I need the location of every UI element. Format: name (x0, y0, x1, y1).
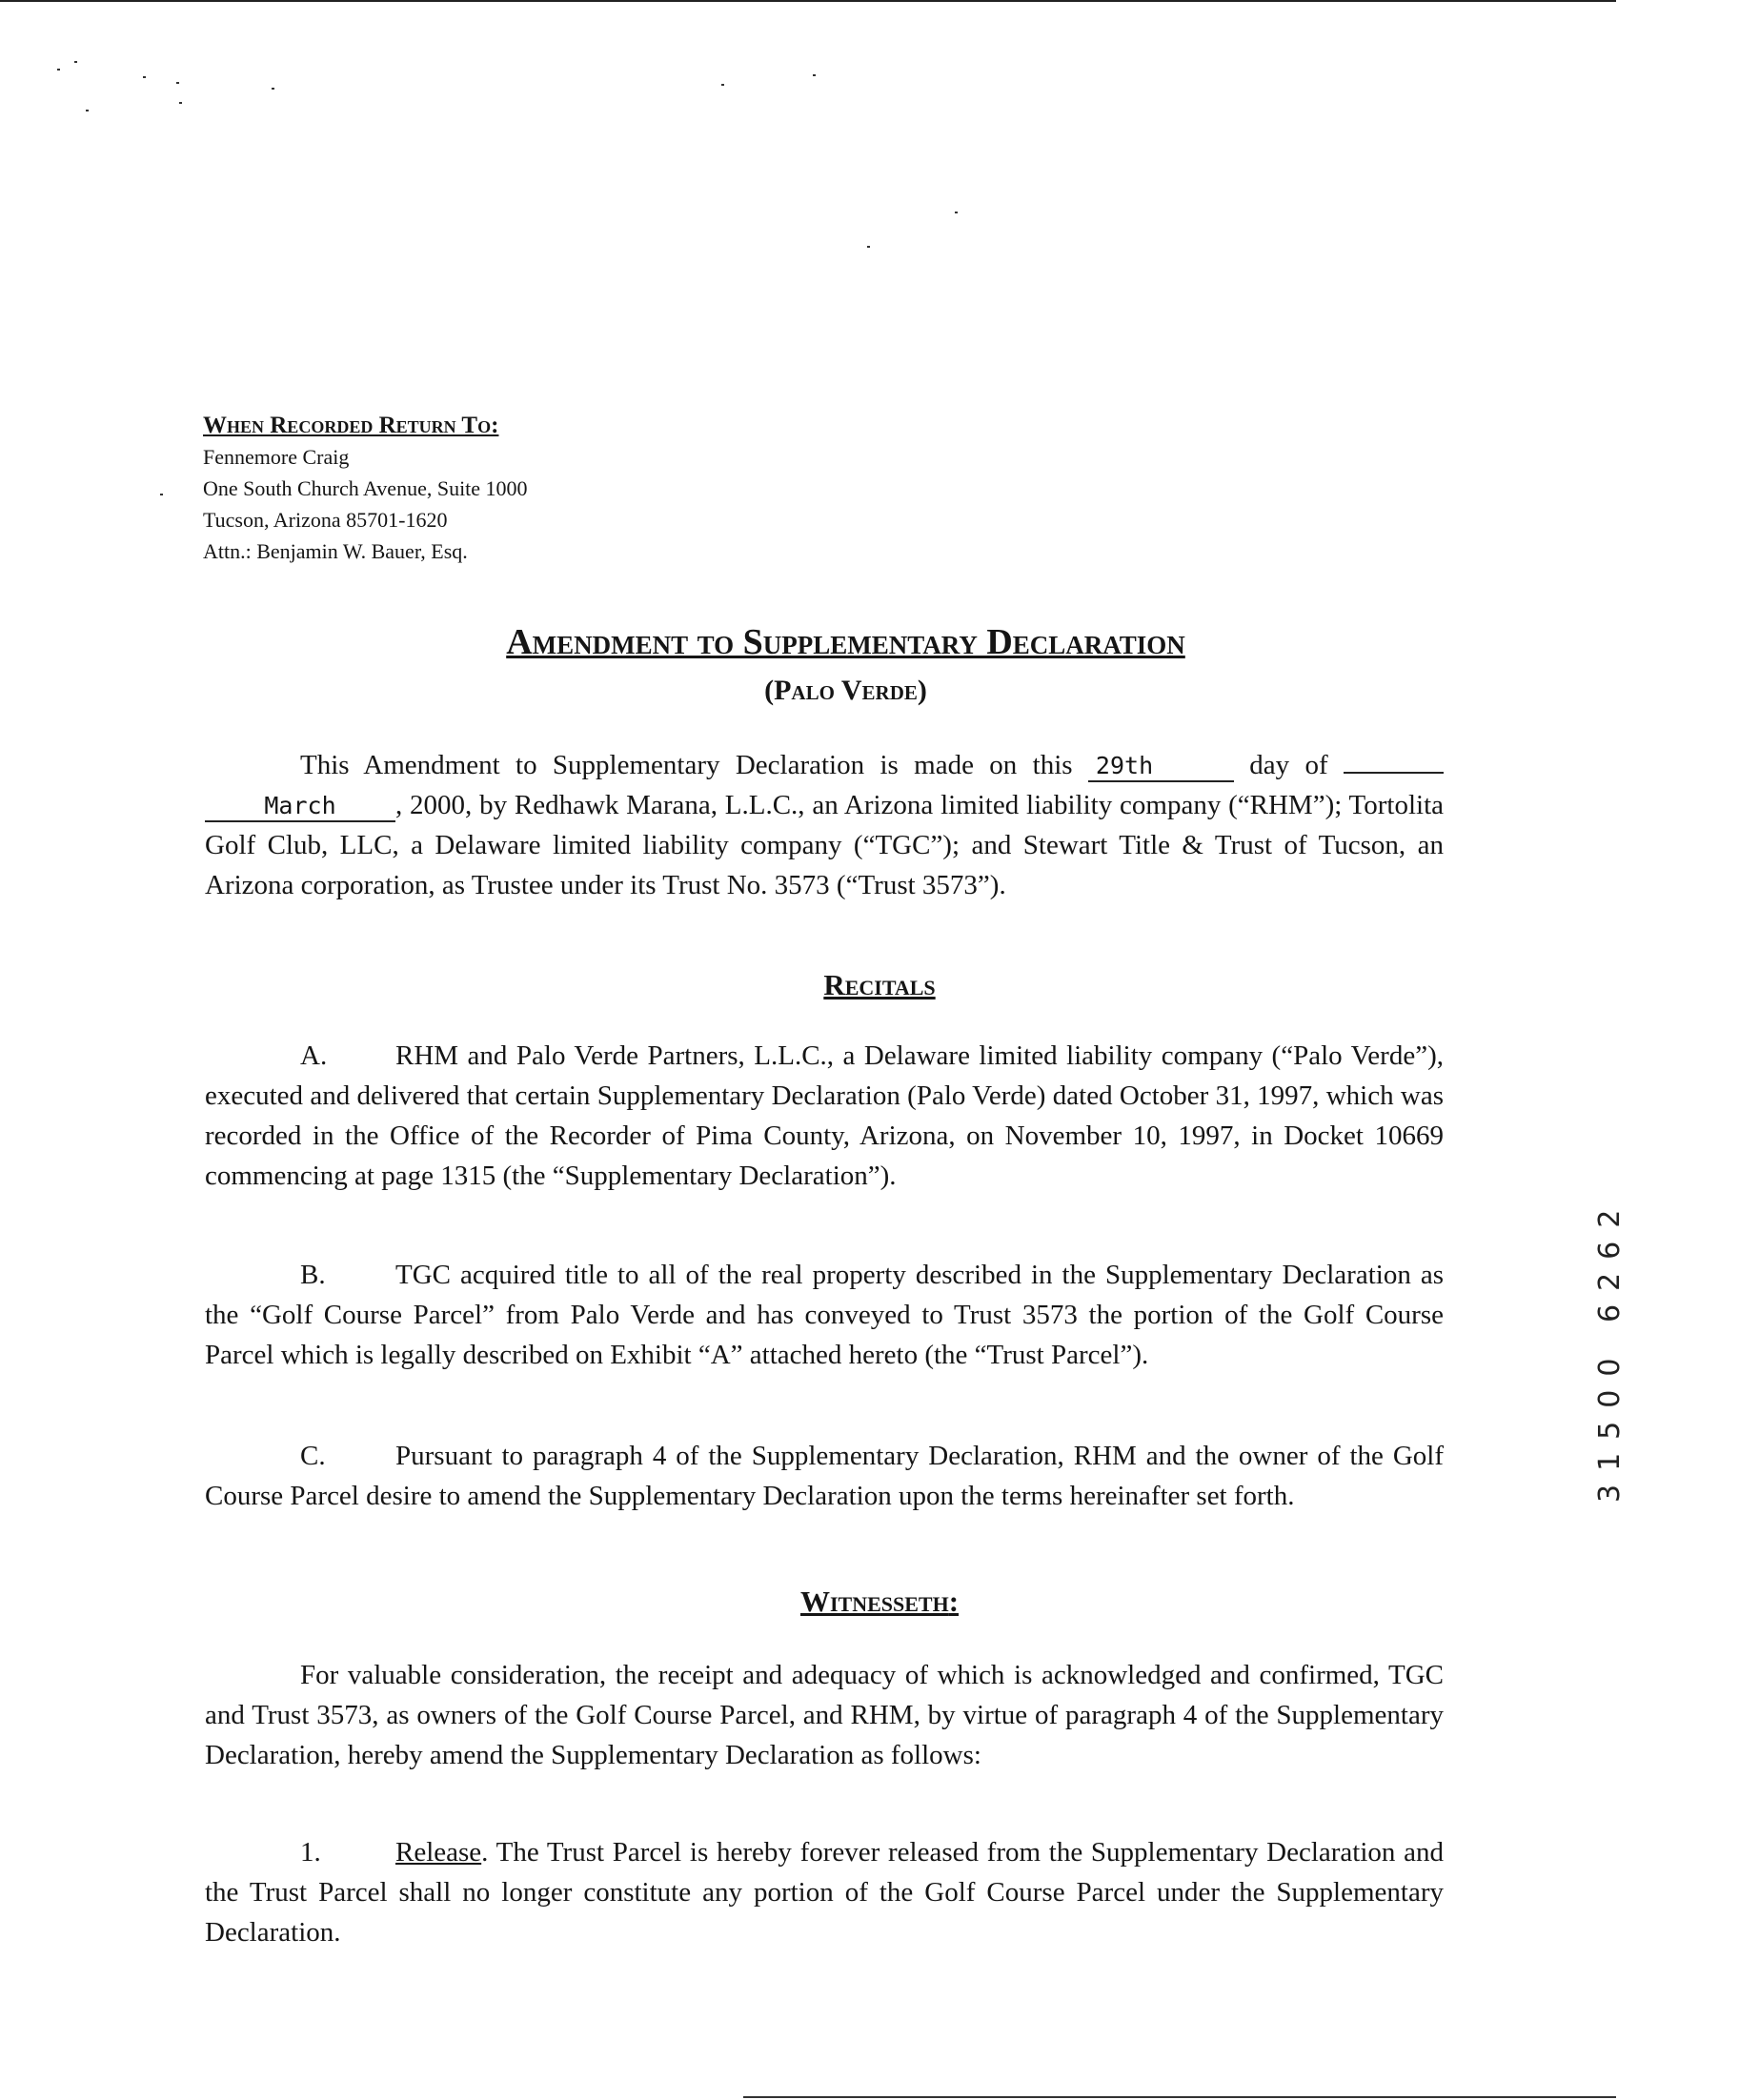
recitals-heading: Recitals (823, 968, 936, 1001)
intro-text: , 2000, by Redhawk Marana, L.L.C., an Arizona limited liability company (“RHM”); Tortolita Golf Club, LLC, a Delaware limited liability company (“TGC”); and Stewart Title & Trust of Tucson, an Arizona corporation, as Trustee under its Trust No. 3573 (“Trust 3573”). (205, 790, 1444, 900)
recital-label: B. (300, 1260, 326, 1290)
scan-speck (160, 494, 163, 495)
scan-speck (143, 76, 146, 78)
intro-text: day of (1233, 750, 1345, 780)
witnesseth-heading-text: Witnesseth (799, 1585, 949, 1618)
scan-speck (955, 212, 958, 213)
recital-a (205, 1036, 1444, 1196)
recital-label: C. (300, 1441, 326, 1471)
scan-speck (721, 84, 724, 86)
scan-speck (86, 110, 89, 111)
scan-edge-bottom (743, 2096, 1616, 2098)
return-to-line: Fennemore Craig (203, 445, 350, 469)
witnesseth-paragraph (205, 1655, 1444, 1775)
return-to-line: Attn.: Benjamin W. Bauer, Esq. (203, 539, 468, 563)
intro-text: This Amendment to Supplementary Declaration is made on this (300, 750, 1088, 780)
section-heading: Release (395, 1837, 482, 1868)
scan-speck (179, 102, 182, 104)
document-subtitle: (Palo Verde) (764, 675, 927, 706)
section-text: . The Trust Parcel is hereby forever released from the Supplementary Declaration and the Trust Parcel shall no longer constitute any portion of the Golf Course Parcel under the Supplementary Declaration. (205, 1837, 1444, 1948)
scan-speck (867, 246, 870, 248)
blank-line (1344, 772, 1444, 774)
section-number: 1. (300, 1837, 321, 1868)
witnesseth-text: For valuable consideration, the receipt and adequacy of which is acknowledged and confirmed, TGC and Trust 3573, as owners of the Golf Course Parcel, and RHM, by virtue of paragraph 4 of the Supplementary Declaration, hereby amend the Supplementary Declaration as follows: (205, 1660, 1444, 1770)
recital-b (205, 1255, 1444, 1375)
scan-speck (57, 69, 60, 71)
recital-c (205, 1436, 1444, 1516)
scan-speck (813, 74, 816, 76)
section-1 (205, 1832, 1444, 1952)
docket-stamp: 31500 6262 (1593, 1196, 1627, 1503)
recital-text: RHM and Palo Verde Partners, L.L.C., a Delaware limited liability company (“Palo Verde”), executed and delivered that certain Supplementary Declaration (Palo Verde) dated October 31, 1997, which was recorded in the Office of the Recorder of Pima County, Arizona, on November 10, 1997, in Docket 10669 commencing at page 1315 (the “Supplementary Declaration”). (205, 1040, 1444, 1191)
witnesseth-heading (0, 1585, 1759, 1619)
recital-text: TGC acquired title to all of the real property described in the Supplementary Declaration as the “Golf Course Parcel” from Palo Verde and has conveyed to Trust 3573 the portion of the Golf Course Parcel which is legally described on Exhibit “A” attached hereto (the “Trust Parcel”). (205, 1260, 1444, 1370)
witnesseth-colon: : (948, 1585, 960, 1618)
document-title: Amendment to Supplementary Declaration (506, 622, 1185, 662)
return-address-block (203, 410, 528, 567)
scan-edge-top (0, 0, 1616, 2)
return-to-line: Tucson, Arizona 85701-1620 (203, 508, 448, 532)
scan-speck (74, 61, 77, 63)
scan-speck (272, 88, 274, 90)
scan-speck (176, 82, 179, 84)
recital-text: Pursuant to paragraph 4 of the Supplementary Declaration, RHM and the owner of the Golf Course Parcel desire to amend the Supplementary Declaration upon the terms hereinafter set forth. (205, 1441, 1444, 1511)
return-to-line: One South Church Avenue, Suite 1000 (203, 476, 528, 500)
day-fill-in: 29th (1088, 752, 1234, 782)
return-to-heading: When Recorded Return To: (203, 413, 499, 438)
recital-label: A. (300, 1040, 328, 1071)
intro-paragraph (205, 745, 1444, 905)
month-fill-in: March (205, 792, 395, 822)
